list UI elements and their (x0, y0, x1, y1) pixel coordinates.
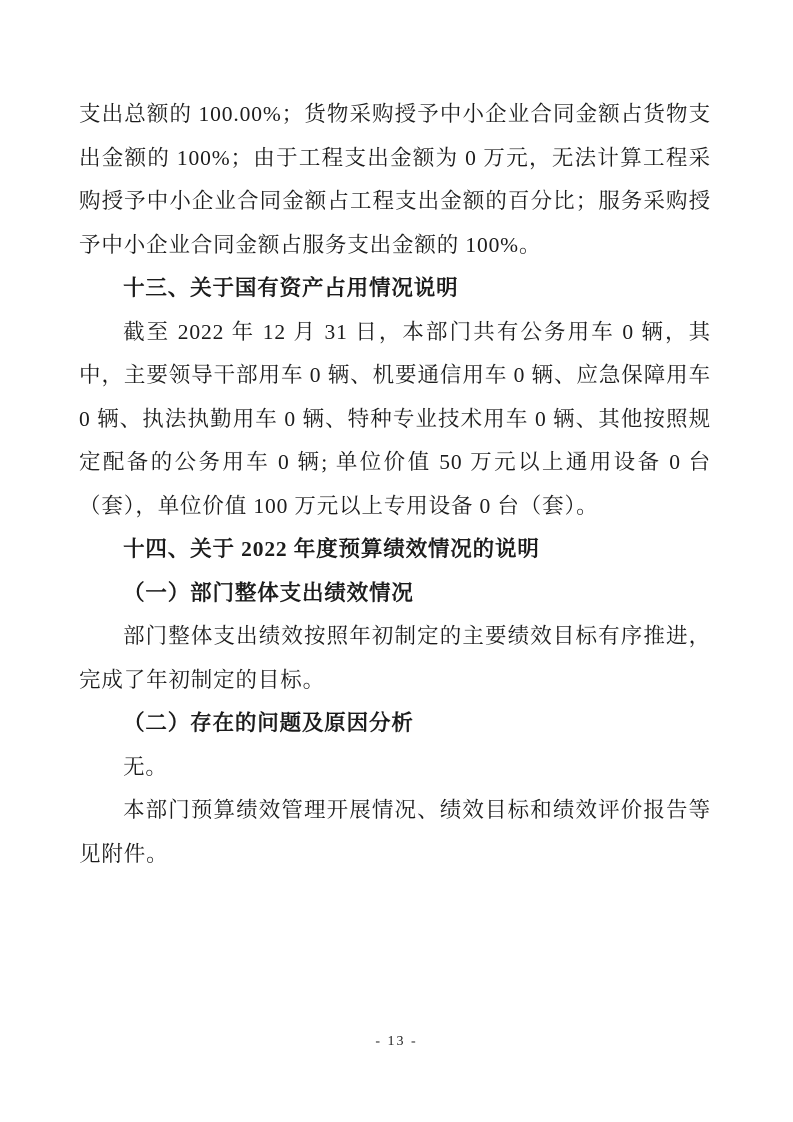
paragraph-state-assets-detail: 截至 2022 年 12 月 31 日，本部门共有公务用车 0 辆，其中，主要领导干部用车 0 辆、机要通信用车 0 辆、应急保障用车 0 辆、执法执勤用车 0 辆、特种专业技术用车 0 辆、其他按照规定配备的公务用车 0 辆; 单位价值 50 万元以上通用设备 0 台（套），单位价值 100 万元以上专用设备 0 台（套）。 (79, 319, 711, 518)
subsection-heading-1-overall-expenditure-performance: （一）部门整体支出绩效情况 (123, 580, 414, 605)
subsection-heading-2-problems-and-causes: （二）存在的问题及原因分析 (123, 711, 414, 735)
document-body (79, 93, 711, 876)
paragraph-attachments-note: 本部门预算绩效管理开展情况、绩效目标和绩效评价报告等见附件。 (79, 798, 711, 866)
section-heading-13-state-assets: 十三、关于国有资产占用情况说明 (123, 276, 459, 300)
paragraph-none: 无。 (123, 754, 168, 779)
paragraph-overall-performance-detail: 部门整体支出绩效按照年初制定的主要绩效目标有序推进，完成了年初制定的目标。 (79, 624, 711, 692)
paragraph-procurement-percentages: 支出总额的 100.00%；货物采购授予中小企业合同金额占货物支出金额的 100%；由于工程支出金额为 0 万元，无法计算工程采购授予中小企业合同金额占工程支出金额的百分比；服务采购授予中小企业合同金额占服务支出金额的 100%。 (79, 102, 711, 257)
section-heading-14-budget-performance: 十四、关于 2022 年度预算绩效情况的说明 (123, 537, 540, 561)
page-number: - 13 - (375, 1034, 418, 1049)
